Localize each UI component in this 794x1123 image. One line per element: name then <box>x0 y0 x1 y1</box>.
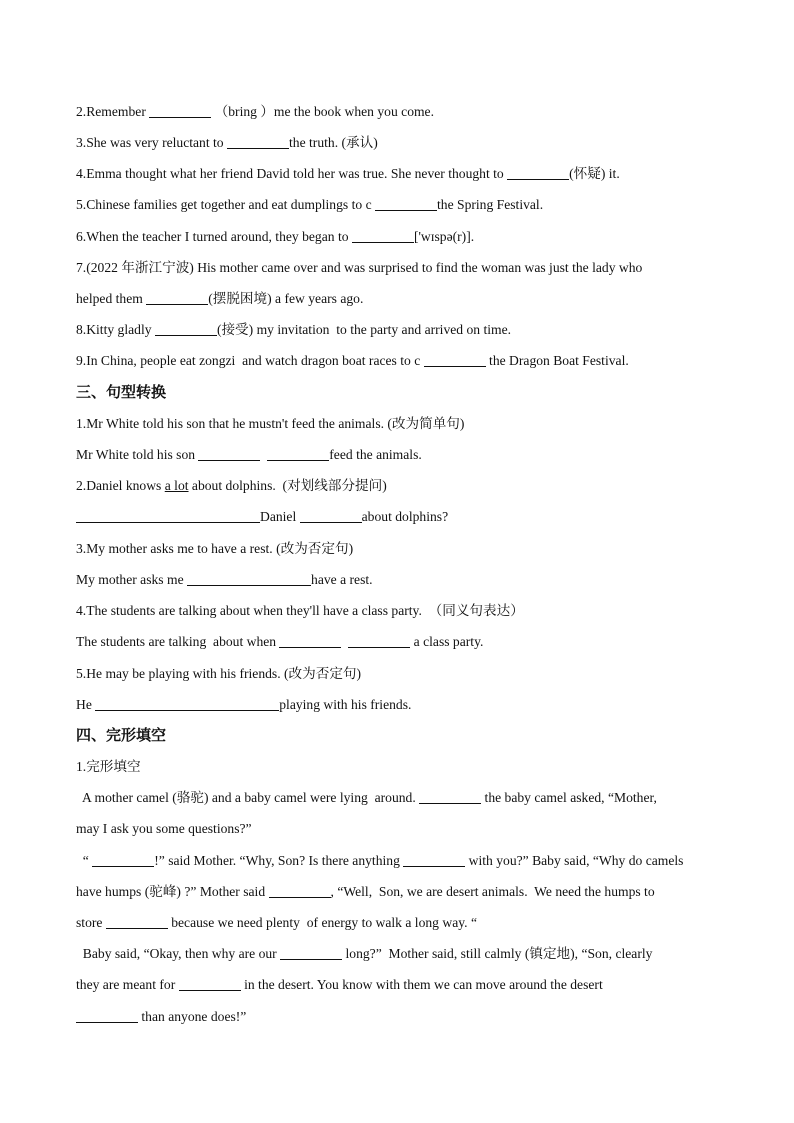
question-prompt: 5.He may be playing with his friends. (改为否定句) <box>76 666 362 681</box>
item-text: In China, people eat zongzi and watch dragon boat races to c <box>86 353 424 368</box>
item-text: the baby camel asked, “Mother, <box>481 790 657 805</box>
section-heading: 三、句型转换 <box>76 383 167 401</box>
item-text: a class party. <box>410 634 484 649</box>
item-text: , “Well, Son, we are desert animals. We need the humps to <box>330 884 655 899</box>
item-text: the Spring Festival. <box>437 197 544 212</box>
answer-blank[interactable] <box>424 354 486 367</box>
subsection-title: 1.完形填空 <box>76 759 141 774</box>
item-text: Kitty gladly <box>86 322 155 337</box>
item-text: (怀疑) it. <box>569 166 620 181</box>
item-text: Daniel <box>260 509 300 524</box>
cloze-line <box>76 821 252 837</box>
item-text: (接受) my invitation to the party and arrived on time. <box>216 322 512 337</box>
item-text: they are meant for <box>76 977 179 992</box>
item-text: 2.Daniel knows <box>76 478 165 493</box>
item-text: about dolphins. (对划线部分提问) <box>188 478 387 493</box>
answer-blank[interactable] <box>187 573 311 586</box>
answer-blank[interactable] <box>279 635 341 648</box>
item-text: !” said Mother. “Why, Son? Is there anything <box>154 853 404 868</box>
item-text: The students are talking about when <box>76 634 280 649</box>
cloze-line <box>76 946 652 962</box>
question-prompt: 4.The students are talking about when they'll have a class party. （同义句表达） <box>76 603 524 618</box>
item-2 <box>76 104 434 120</box>
item-text: may I ask you some questions?” <box>76 821 252 836</box>
cloze-line <box>76 884 655 900</box>
cloze-line <box>76 1009 246 1025</box>
answer-blank[interactable] <box>507 167 569 180</box>
answer-blank[interactable] <box>375 198 437 211</box>
answer-blank[interactable] <box>146 292 208 305</box>
item-text: feed the animals. <box>329 447 422 462</box>
answer-blank[interactable] <box>269 885 331 898</box>
item-text: (2022 年浙江宁波) His mother came over and was surprised to find the woman was just the lady who <box>86 260 643 275</box>
item-text: A mother camel (骆驼) and a baby camel were lying around. <box>76 790 420 805</box>
answer-blank[interactable] <box>348 635 410 648</box>
item-text: Remember <box>86 104 150 119</box>
answer-blank[interactable] <box>352 230 414 243</box>
cloze-line <box>76 977 603 993</box>
item-number: 4. <box>76 166 87 181</box>
item-text: long?” Mother said, still calmly (镇定地), “Son, clearly <box>342 946 653 961</box>
item-text: the Dragon Boat Festival. <box>485 353 629 368</box>
item-text: （bring ）me the book when you come. <box>211 104 434 119</box>
item-7-continued <box>76 291 363 307</box>
question-prompt <box>76 478 387 494</box>
answer-blank[interactable] <box>76 1010 138 1023</box>
item-number: 3. <box>76 135 87 150</box>
item-text: have humps (驼峰) ?” Mother said <box>76 884 269 899</box>
question-prompt: 1.Mr White told his son that he mustn't feed the animals. (改为简单句) <box>76 416 465 431</box>
item-text: “ <box>76 853 93 868</box>
item-number: 5. <box>76 197 87 212</box>
underlined-phrase: a lot <box>164 478 189 493</box>
item-text: Baby said, “Okay, then why are our <box>76 946 281 961</box>
item-5 <box>76 197 543 213</box>
item-number: 8. <box>76 322 87 337</box>
item-text: (摆脱困境) a few years ago. <box>208 291 364 306</box>
answer-blank[interactable] <box>155 323 217 336</box>
item-7 <box>76 260 642 276</box>
item-number: 7. <box>76 260 87 275</box>
answer-blank[interactable] <box>106 916 168 929</box>
answer-blank[interactable] <box>227 136 289 149</box>
item-number: 6. <box>76 229 87 244</box>
answer-blank[interactable] <box>419 791 481 804</box>
item-4 <box>76 166 620 182</box>
item-text: the truth. (承认) <box>289 135 378 150</box>
cloze-line <box>76 790 657 806</box>
item-3 <box>76 135 378 151</box>
item-text: My mother asks me <box>76 572 188 587</box>
item-text: helped them <box>76 291 147 306</box>
answer-blank[interactable] <box>280 947 342 960</box>
answer-line <box>76 634 483 650</box>
item-text: about dolphins? <box>361 509 449 524</box>
item-text: in the desert. You know with them we can move around the desert <box>240 977 603 992</box>
item-text: Emma thought what her friend David told her was true. She never thought to <box>86 166 508 181</box>
answer-blank[interactable] <box>267 448 329 461</box>
answer-blank[interactable] <box>179 978 241 991</box>
item-text: She was very reluctant to <box>86 135 228 150</box>
item-text: because we need plenty of energy to walk a long way. “ <box>167 915 477 930</box>
answer-blank[interactable] <box>198 448 260 461</box>
answer-line <box>76 572 373 588</box>
answer-line <box>76 509 448 525</box>
answer-blank[interactable] <box>149 105 211 118</box>
item-9 <box>76 353 629 369</box>
item-number: 9. <box>76 353 87 368</box>
cloze-line <box>76 853 683 869</box>
answer-line <box>76 697 411 713</box>
item-text: Mr White told his son <box>76 447 199 462</box>
answer-blank[interactable] <box>76 510 260 523</box>
answer-blank[interactable] <box>403 854 465 867</box>
item-8 <box>76 322 511 338</box>
answer-blank[interactable] <box>300 510 362 523</box>
item-6 <box>76 229 474 245</box>
cloze-line <box>76 915 477 931</box>
item-text: ['wɪspə(r)]. <box>413 229 475 244</box>
question-prompt: 3.My mother asks me to have a rest. (改为否定句) <box>76 541 354 556</box>
item-text: have a rest. <box>311 572 373 587</box>
item-number: 2. <box>76 104 87 119</box>
answer-line <box>76 447 422 463</box>
item-text: store <box>76 915 106 930</box>
answer-blank[interactable] <box>95 698 279 711</box>
answer-blank[interactable] <box>92 854 154 867</box>
item-text: When the teacher I turned around, they began to <box>86 229 352 244</box>
item-text: than anyone does!” <box>138 1009 247 1024</box>
item-text: He <box>76 697 96 712</box>
item-text: with you?” Baby said, “Why do camels <box>465 853 684 868</box>
section-heading: 四、完形填空 <box>76 726 167 744</box>
item-text: playing with his friends. <box>279 697 412 712</box>
item-text: Chinese families get together and eat dumplings to c <box>86 197 375 212</box>
